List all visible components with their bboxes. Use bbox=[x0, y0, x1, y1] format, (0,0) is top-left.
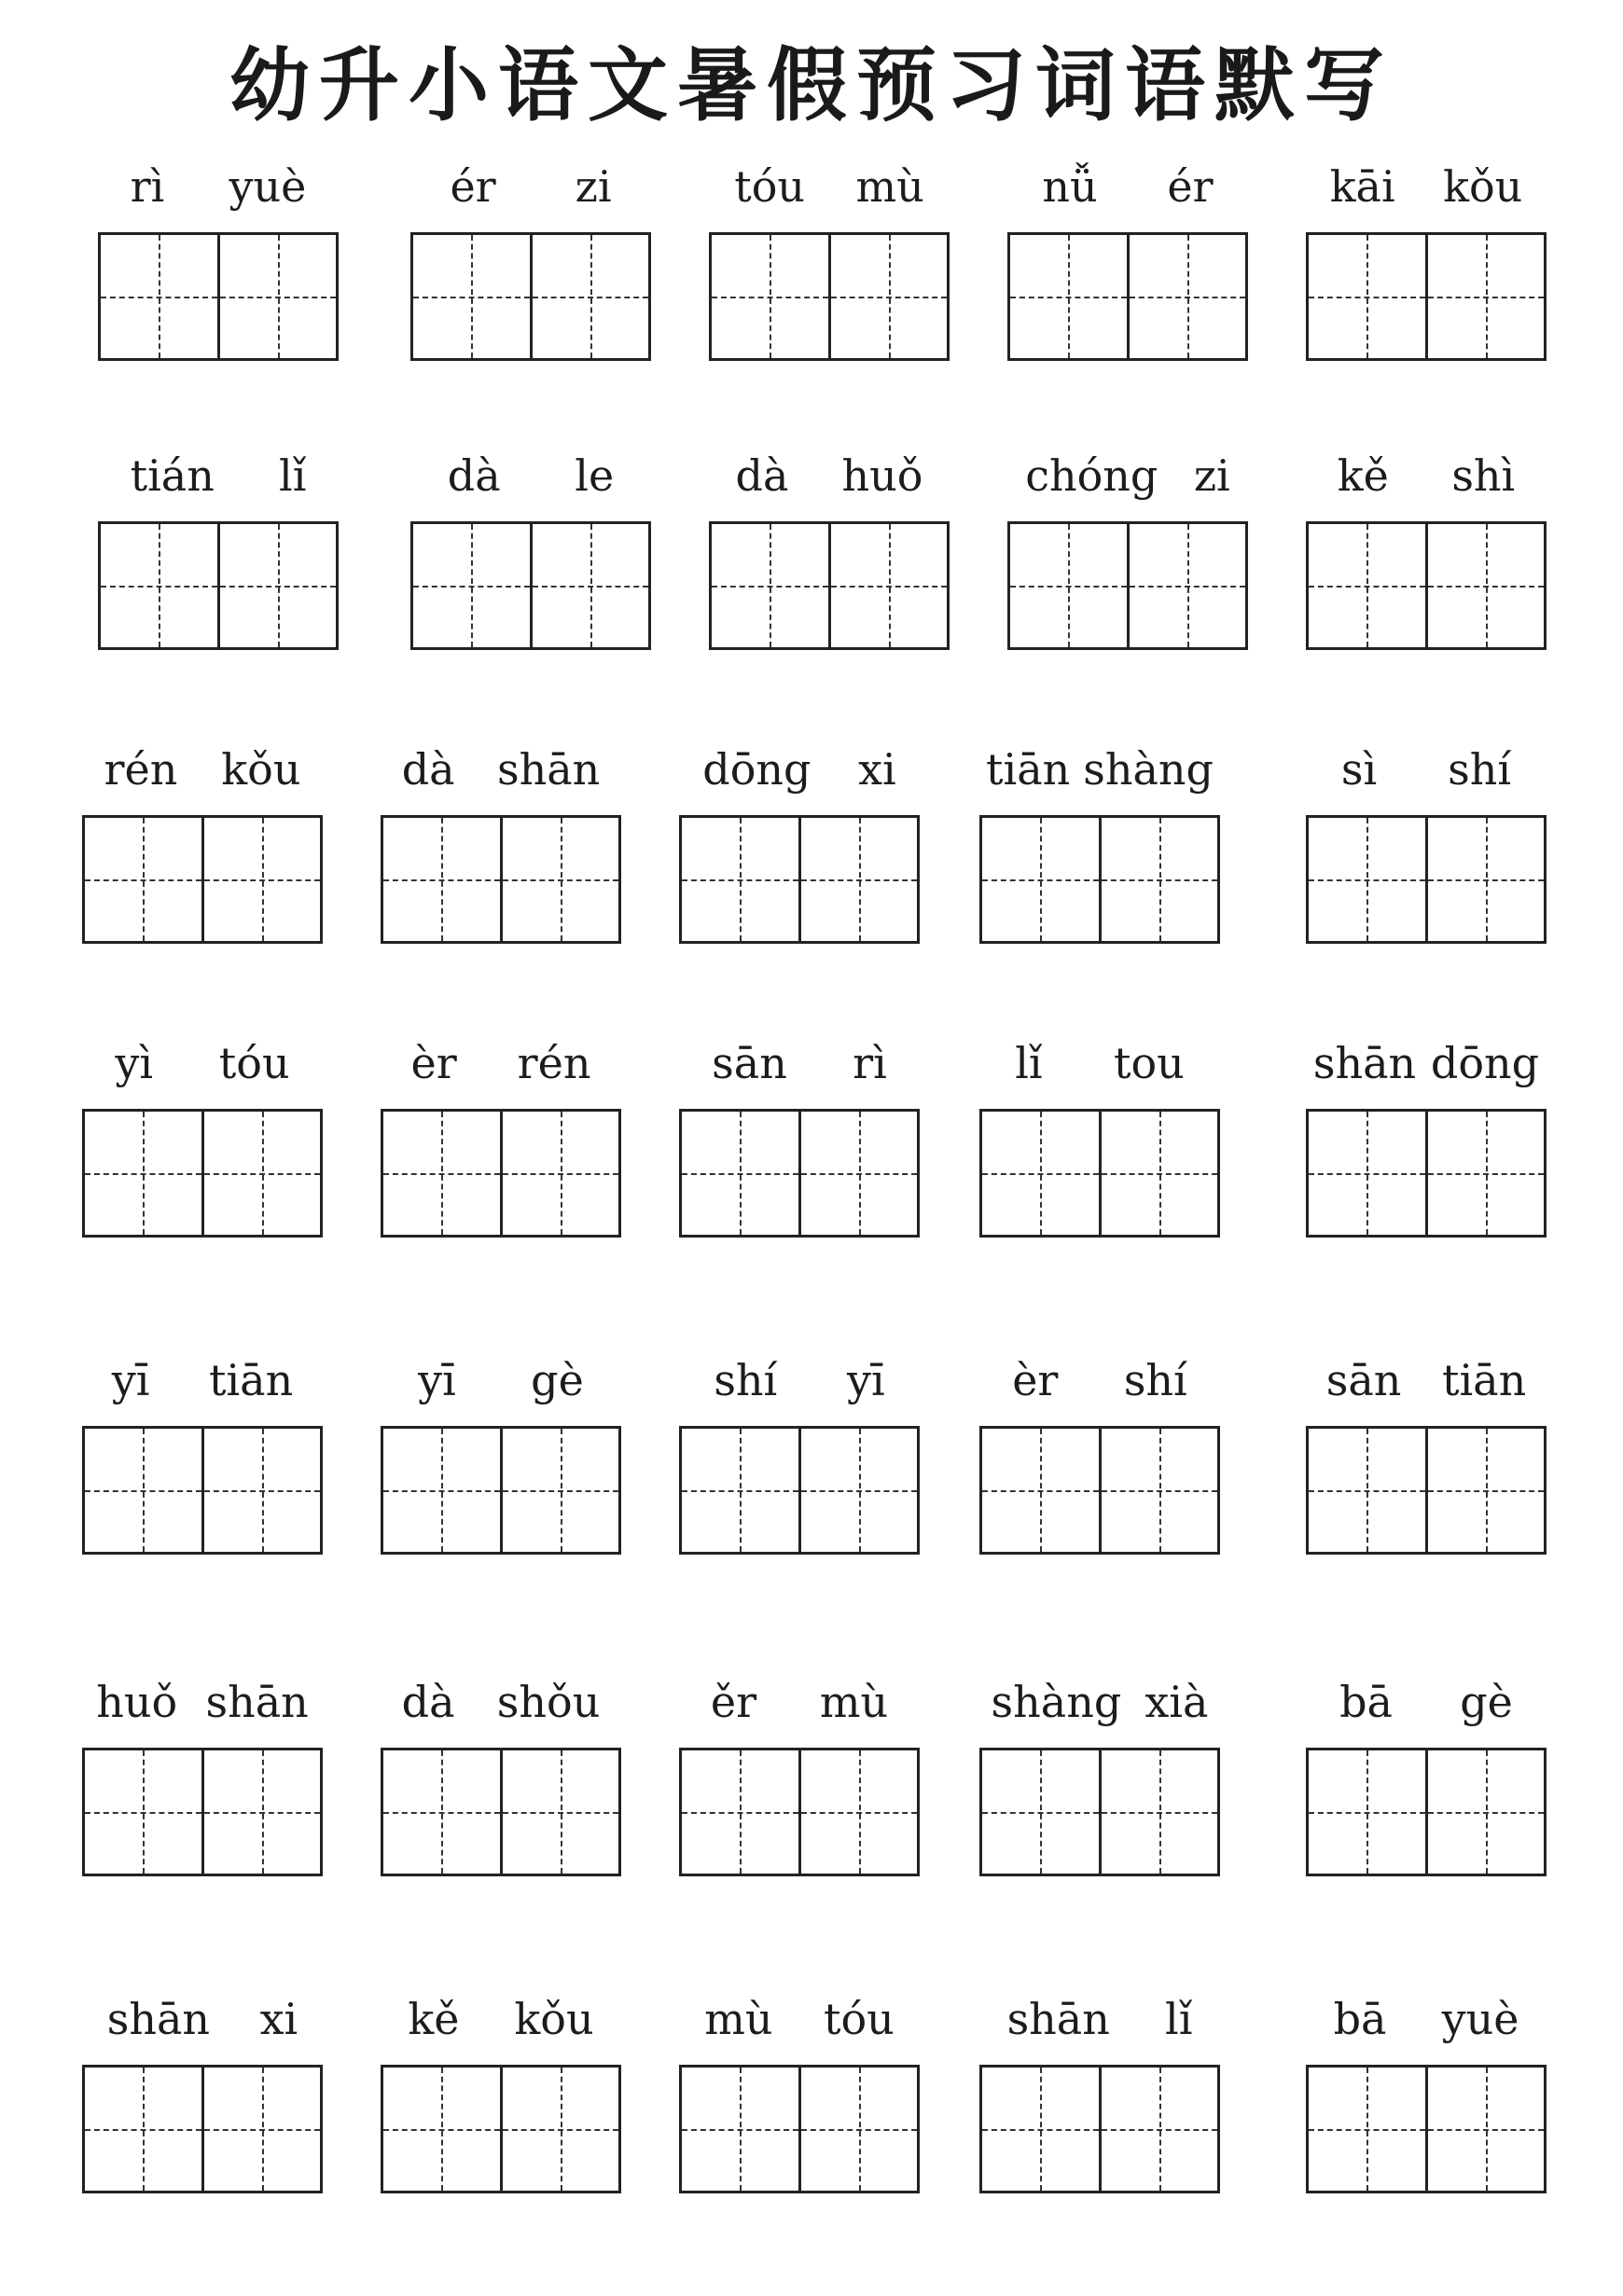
pinyin-syllable: mù bbox=[819, 1677, 889, 1727]
writing-grid-box[interactable] bbox=[381, 2065, 621, 2193]
pinyin-label bbox=[709, 443, 950, 508]
character-cell[interactable] bbox=[1099, 1429, 1218, 1552]
writing-grid-box[interactable] bbox=[1306, 815, 1547, 944]
pinyin-syllable: rén bbox=[104, 744, 178, 795]
pinyin-syllable: lǐ bbox=[1015, 1038, 1043, 1088]
writing-grid-box[interactable] bbox=[98, 232, 339, 361]
character-cell[interactable] bbox=[682, 818, 798, 941]
character-cell[interactable] bbox=[682, 1112, 798, 1235]
writing-grid-box[interactable] bbox=[709, 232, 950, 361]
writing-grid-box[interactable] bbox=[1007, 521, 1248, 650]
writing-grid-box[interactable] bbox=[381, 1426, 621, 1555]
pinyin-label bbox=[98, 443, 339, 508]
pinyin-syllable: kāi bbox=[1329, 161, 1395, 212]
pinyin-syllable: yī bbox=[846, 1355, 885, 1405]
pinyin-syllable: mù bbox=[855, 161, 924, 212]
character-cell[interactable] bbox=[500, 1429, 619, 1552]
character-cell[interactable] bbox=[85, 818, 201, 941]
pinyin-syllable: kě bbox=[408, 1994, 460, 2044]
character-cell[interactable] bbox=[500, 2068, 619, 2191]
character-cell[interactable] bbox=[828, 524, 948, 647]
character-cell[interactable] bbox=[982, 818, 1099, 941]
pinyin-syllable: chóng bbox=[1025, 450, 1158, 501]
character-cell[interactable] bbox=[982, 1112, 1099, 1235]
pinyin-syllable: le bbox=[575, 450, 615, 501]
character-cell[interactable] bbox=[1425, 235, 1545, 358]
pinyin-label bbox=[82, 1986, 323, 2052]
character-cell[interactable] bbox=[383, 2068, 500, 2191]
character-cell[interactable] bbox=[85, 2068, 201, 2191]
pinyin-syllable: shān bbox=[1006, 1994, 1110, 2044]
pinyin-label bbox=[381, 1986, 621, 2052]
character-cell[interactable] bbox=[1099, 1112, 1218, 1235]
writing-grid-box[interactable] bbox=[82, 1748, 323, 1876]
pinyin-syllable: tiān bbox=[1441, 1355, 1527, 1405]
pinyin-label bbox=[1007, 443, 1248, 508]
character-cell[interactable] bbox=[413, 524, 530, 647]
character-cell[interactable] bbox=[217, 235, 337, 358]
pinyin-label bbox=[679, 1030, 920, 1096]
writing-grid-box[interactable] bbox=[1306, 232, 1547, 361]
character-cell[interactable] bbox=[1309, 1750, 1425, 1874]
pinyin-label bbox=[979, 1348, 1220, 1413]
pinyin-syllable: huǒ bbox=[96, 1677, 178, 1727]
pinyin-syllable: tóu bbox=[734, 161, 806, 212]
writing-grid-box[interactable] bbox=[1306, 521, 1547, 650]
pinyin-syllable: gè bbox=[1460, 1677, 1513, 1727]
pinyin-syllable: tiān bbox=[208, 1355, 294, 1405]
pinyin-label bbox=[1306, 737, 1547, 802]
pinyin-syllable: zi bbox=[575, 161, 612, 212]
character-cell[interactable] bbox=[798, 2068, 918, 2191]
writing-grid-box[interactable] bbox=[979, 1109, 1220, 1238]
pinyin-syllable: bā bbox=[1333, 1994, 1387, 2044]
pinyin-syllable: kǒu bbox=[514, 1994, 594, 2044]
pinyin-syllable: xi bbox=[259, 1994, 298, 2044]
character-cell[interactable] bbox=[982, 1429, 1099, 1552]
pinyin-label bbox=[979, 1986, 1220, 2052]
character-cell[interactable] bbox=[798, 1112, 918, 1235]
pinyin-label bbox=[709, 154, 950, 219]
pinyin-syllable: dōng bbox=[702, 744, 812, 795]
character-cell[interactable] bbox=[413, 235, 530, 358]
pinyin-syllable: tóu bbox=[218, 1038, 290, 1088]
character-cell[interactable] bbox=[1309, 524, 1425, 647]
pinyin-syllable: shān bbox=[106, 1994, 211, 2044]
character-cell[interactable] bbox=[982, 2068, 1099, 2191]
pinyin-label bbox=[381, 737, 621, 802]
writing-grid-box[interactable] bbox=[679, 2065, 920, 2193]
pinyin-label bbox=[1306, 1348, 1547, 1413]
writing-grid-box[interactable] bbox=[679, 1748, 920, 1876]
writing-grid-box[interactable] bbox=[979, 815, 1220, 944]
character-cell[interactable] bbox=[201, 1750, 321, 1874]
pinyin-syllable: dà bbox=[401, 744, 455, 795]
pinyin-label bbox=[979, 737, 1220, 802]
pinyin-syllable: tou bbox=[1114, 1038, 1185, 1088]
pinyin-label bbox=[679, 1348, 920, 1413]
character-cell[interactable] bbox=[1309, 235, 1425, 358]
pinyin-syllable: huǒ bbox=[841, 450, 923, 501]
character-cell[interactable] bbox=[1309, 1112, 1425, 1235]
character-cell[interactable] bbox=[101, 235, 217, 358]
character-cell[interactable] bbox=[217, 524, 337, 647]
pinyin-syllable: èr bbox=[410, 1038, 457, 1088]
character-cell[interactable] bbox=[85, 1112, 201, 1235]
pinyin-syllable: shí bbox=[714, 1355, 778, 1405]
character-cell[interactable] bbox=[201, 1112, 321, 1235]
writing-grid-box[interactable] bbox=[1007, 232, 1248, 361]
pinyin-syllable: ěr bbox=[710, 1677, 757, 1727]
pinyin-syllable: dà bbox=[735, 450, 789, 501]
pinyin-label bbox=[679, 1986, 920, 2052]
pinyin-syllable: zi bbox=[1193, 450, 1230, 501]
character-cell[interactable] bbox=[201, 1429, 321, 1552]
writing-grid-box[interactable] bbox=[1306, 1748, 1547, 1876]
pinyin-syllable: shàng bbox=[991, 1677, 1122, 1727]
character-cell[interactable] bbox=[383, 818, 500, 941]
character-cell[interactable] bbox=[1099, 818, 1218, 941]
character-cell[interactable] bbox=[1425, 524, 1545, 647]
pinyin-syllable: sān bbox=[1325, 1355, 1402, 1405]
character-cell[interactable] bbox=[383, 1429, 500, 1552]
pinyin-label bbox=[1306, 1669, 1547, 1735]
pinyin-syllable: kǒu bbox=[221, 744, 301, 795]
pinyin-syllable: dōng bbox=[1430, 1038, 1540, 1088]
writing-grid-box[interactable] bbox=[979, 1426, 1220, 1555]
pinyin-syllable: yuè bbox=[1441, 1994, 1519, 2044]
pinyin-syllable: rén bbox=[517, 1038, 591, 1088]
writing-grid-box[interactable] bbox=[98, 521, 339, 650]
pinyin-syllable: gè bbox=[531, 1355, 584, 1405]
pinyin-label bbox=[410, 443, 651, 508]
character-cell[interactable] bbox=[798, 818, 918, 941]
pinyin-syllable: shān bbox=[496, 744, 601, 795]
writing-grid-box[interactable] bbox=[410, 232, 651, 361]
pinyin-label bbox=[82, 1348, 323, 1413]
pinyin-label bbox=[979, 1669, 1220, 1735]
writing-grid-box[interactable] bbox=[679, 815, 920, 944]
pinyin-syllable: shǒu bbox=[496, 1677, 601, 1727]
pinyin-syllable: lǐ bbox=[278, 450, 307, 501]
pinyin-label bbox=[98, 154, 339, 219]
writing-grid-box[interactable] bbox=[979, 2065, 1220, 2193]
pinyin-label bbox=[1306, 1030, 1547, 1096]
pinyin-label bbox=[1306, 154, 1547, 219]
writing-grid-box[interactable] bbox=[381, 815, 621, 944]
pinyin-syllable: rì bbox=[130, 161, 165, 212]
pinyin-label bbox=[381, 1348, 621, 1413]
character-cell[interactable] bbox=[530, 235, 649, 358]
pinyin-syllable: rì bbox=[853, 1038, 887, 1088]
pinyin-syllable: dà bbox=[401, 1677, 455, 1727]
character-cell[interactable] bbox=[1425, 1112, 1545, 1235]
writing-grid-box[interactable] bbox=[381, 1748, 621, 1876]
pinyin-syllable: shān bbox=[205, 1677, 309, 1727]
pinyin-label bbox=[679, 737, 920, 802]
writing-grid-box[interactable] bbox=[381, 1109, 621, 1238]
character-cell[interactable] bbox=[982, 1750, 1099, 1874]
writing-grid-box[interactable] bbox=[82, 2065, 323, 2193]
pinyin-syllable: yì bbox=[115, 1038, 154, 1088]
character-cell[interactable] bbox=[500, 818, 619, 941]
character-cell[interactable] bbox=[798, 1750, 918, 1874]
pinyin-syllable: yuè bbox=[229, 161, 307, 212]
pinyin-label bbox=[410, 154, 651, 219]
character-cell[interactable] bbox=[1309, 818, 1425, 941]
character-cell[interactable] bbox=[500, 1750, 619, 1874]
character-cell[interactable] bbox=[1309, 2068, 1425, 2191]
character-cell[interactable] bbox=[500, 1112, 619, 1235]
pinyin-label bbox=[82, 1669, 323, 1735]
character-cell[interactable] bbox=[1425, 1429, 1545, 1552]
pinyin-syllable: yī bbox=[111, 1355, 150, 1405]
pinyin-syllable: tiān bbox=[986, 744, 1071, 795]
pinyin-label bbox=[381, 1669, 621, 1735]
writing-grid-box[interactable] bbox=[410, 521, 651, 650]
pinyin-syllable: shàng bbox=[1083, 744, 1214, 795]
writing-grid-box[interactable] bbox=[1306, 1426, 1547, 1555]
pinyin-syllable: sì bbox=[1340, 744, 1378, 795]
character-cell[interactable] bbox=[1425, 1750, 1545, 1874]
character-cell[interactable] bbox=[828, 235, 948, 358]
character-cell[interactable] bbox=[1127, 235, 1246, 358]
pinyin-syllable: kě bbox=[1337, 450, 1389, 501]
pinyin-syllable: tián bbox=[130, 450, 215, 501]
writing-grid-box[interactable] bbox=[82, 1426, 323, 1555]
character-cell[interactable] bbox=[1309, 1429, 1425, 1552]
character-cell[interactable] bbox=[798, 1429, 918, 1552]
pinyin-syllable: shí bbox=[1123, 1355, 1187, 1405]
character-cell[interactable] bbox=[712, 524, 828, 647]
pinyin-syllable: mù bbox=[704, 1994, 773, 2044]
page-title: 幼升小语文暑假预习词语默写 bbox=[229, 39, 1394, 132]
writing-grid-box[interactable] bbox=[82, 1109, 323, 1238]
character-cell[interactable] bbox=[101, 524, 217, 647]
character-cell[interactable] bbox=[712, 235, 828, 358]
character-cell[interactable] bbox=[383, 1112, 500, 1235]
pinyin-syllable: yī bbox=[418, 1355, 456, 1405]
writing-grid-box[interactable] bbox=[679, 1109, 920, 1238]
writing-grid-box[interactable] bbox=[1306, 1109, 1547, 1238]
pinyin-label bbox=[979, 1030, 1220, 1096]
character-cell[interactable] bbox=[530, 524, 649, 647]
pinyin-label bbox=[82, 1030, 323, 1096]
character-cell[interactable] bbox=[1010, 524, 1127, 647]
character-cell[interactable] bbox=[1425, 818, 1545, 941]
pinyin-syllable: bā bbox=[1339, 1677, 1393, 1727]
pinyin-label bbox=[1007, 154, 1248, 219]
pinyin-syllable: tóu bbox=[823, 1994, 895, 2044]
character-cell[interactable] bbox=[383, 1750, 500, 1874]
pinyin-syllable: èr bbox=[1012, 1355, 1059, 1405]
character-cell[interactable] bbox=[85, 1429, 201, 1552]
character-cell[interactable] bbox=[1425, 2068, 1545, 2191]
writing-grid-box[interactable] bbox=[1306, 2065, 1547, 2193]
pinyin-syllable: dà bbox=[447, 450, 501, 501]
pinyin-syllable: shān bbox=[1312, 1038, 1417, 1088]
character-cell[interactable] bbox=[682, 1429, 798, 1552]
pinyin-syllable: ér bbox=[450, 161, 496, 212]
pinyin-syllable: shì bbox=[1451, 450, 1516, 501]
character-cell[interactable] bbox=[682, 2068, 798, 2191]
pinyin-syllable: xi bbox=[858, 744, 896, 795]
writing-grid-box[interactable] bbox=[679, 1426, 920, 1555]
pinyin-label bbox=[1306, 443, 1547, 508]
writing-grid-box[interactable] bbox=[709, 521, 950, 650]
character-cell[interactable] bbox=[201, 818, 321, 941]
pinyin-syllable: nǚ bbox=[1042, 161, 1098, 212]
pinyin-syllable: sān bbox=[712, 1038, 787, 1088]
character-cell[interactable] bbox=[201, 2068, 321, 2191]
pinyin-syllable: shí bbox=[1448, 744, 1512, 795]
character-cell[interactable] bbox=[85, 1750, 201, 1874]
pinyin-syllable: ér bbox=[1167, 161, 1214, 212]
writing-grid-box[interactable] bbox=[979, 1748, 1220, 1876]
pinyin-label bbox=[82, 737, 323, 802]
character-cell[interactable] bbox=[1010, 235, 1127, 358]
pinyin-syllable: lǐ bbox=[1164, 1994, 1193, 2044]
pinyin-label bbox=[1306, 1986, 1547, 2052]
character-cell[interactable] bbox=[1099, 1750, 1218, 1874]
character-cell[interactable] bbox=[1099, 2068, 1218, 2191]
character-cell[interactable] bbox=[682, 1750, 798, 1874]
writing-grid-box[interactable] bbox=[82, 815, 323, 944]
pinyin-syllable: xià bbox=[1144, 1677, 1209, 1727]
character-cell[interactable] bbox=[1127, 524, 1246, 647]
pinyin-label bbox=[381, 1030, 621, 1096]
pinyin-label bbox=[679, 1669, 920, 1735]
pinyin-syllable: kǒu bbox=[1443, 161, 1523, 212]
